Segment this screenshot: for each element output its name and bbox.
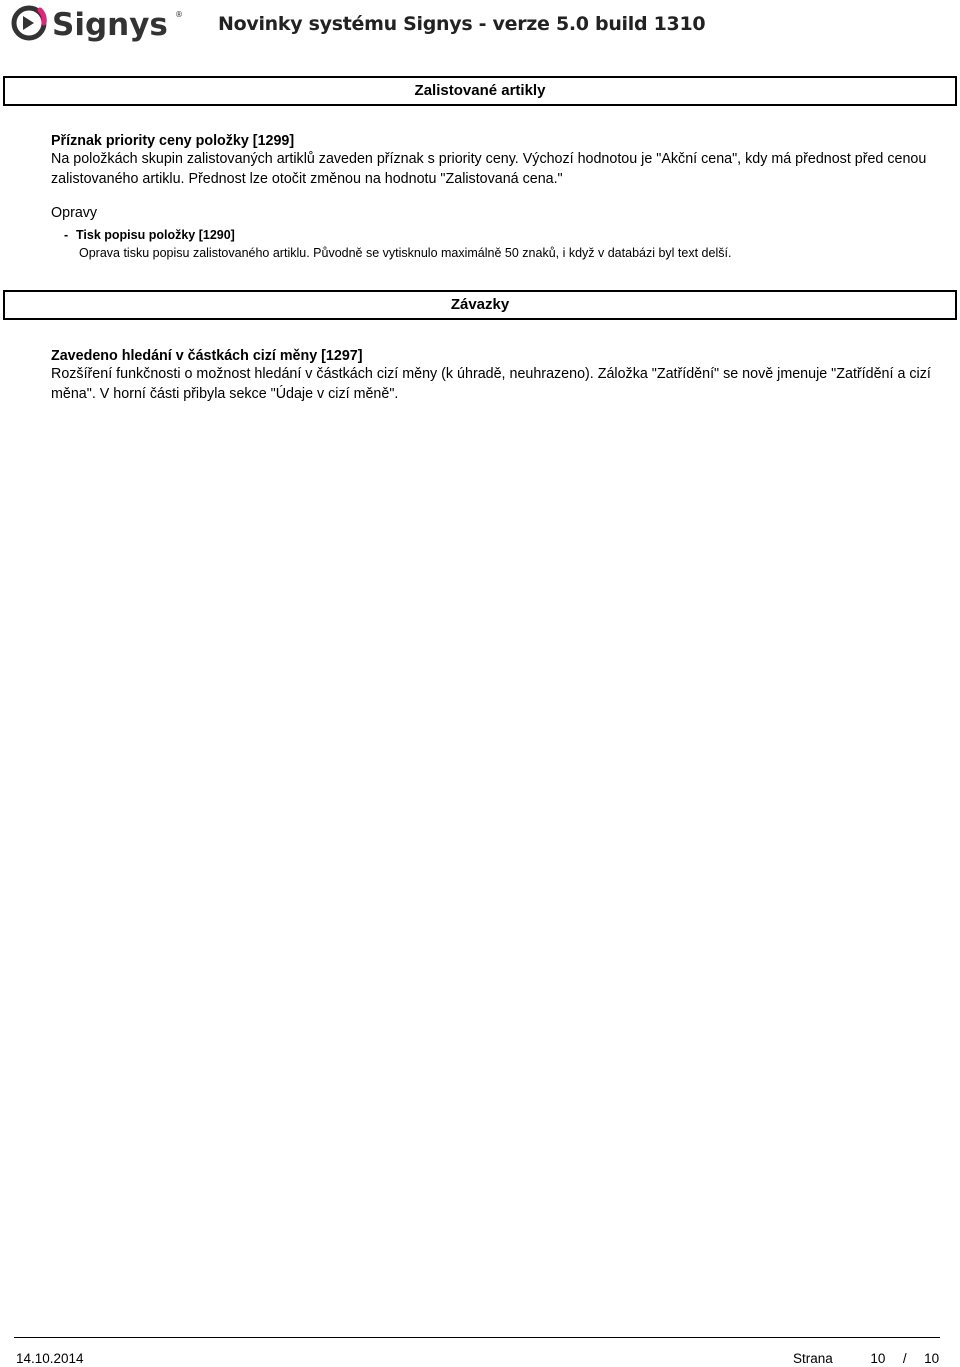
item-description-cizi-mena: Rozšíření funkčnosti o možnost hledání v částkách cizí měny (k úhradě, neuhrazeno). Záložka "Zatřídění" se nově jmenuje "Zatřídění a cizí měna". V horní části přibyla sekce "Údaje v cizí měně". xyxy=(51,366,931,402)
section-heading-zavazky: Závazky xyxy=(3,290,957,320)
fix-title-tisk-popisu xyxy=(64,228,235,242)
registered-mark: ® xyxy=(175,10,183,19)
footer-date: 14.10.2014 xyxy=(16,1351,84,1366)
signys-logo xyxy=(10,2,185,46)
page-separator: / xyxy=(902,1351,907,1366)
list-bullet: - xyxy=(64,228,69,242)
page-current: 10 xyxy=(870,1351,886,1366)
fixes-heading: Opravy xyxy=(51,205,98,221)
page-total: 10 xyxy=(924,1351,940,1366)
footer-divider xyxy=(14,1337,940,1338)
item-description-priority: Na položkách skupin zalistovaných artiklů zaveden příznak s priority ceny. Výchozí hodnotou je "Akční cena", kdy má přednost před cenou zalistovaného artiklu. Přednost lze otočit změnou na hodnotu "Zalistovaná cena." xyxy=(51,151,927,187)
page-label: Strana xyxy=(793,1351,833,1366)
page-header xyxy=(0,0,960,60)
item-title-priority: Příznak priority ceny položky [1299] xyxy=(51,133,295,149)
signys-logo-mark xyxy=(10,2,185,46)
fix-title-text: Tisk popisu položky [1290] xyxy=(76,228,235,242)
document-title: Novinky systému Signys - verze 5.0 build 1310 xyxy=(218,13,706,35)
footer-page-number xyxy=(793,1351,939,1366)
item-title-cizi-mena: Zavedeno hledání v částkách cizí měny [1297] xyxy=(51,348,363,364)
fix-description-tisk-popisu: Oprava tisku popisu zalistovaného artiklu. Původně se vytisknulo maximálně 50 znaků, i když v databázi byl text delší. xyxy=(79,246,732,260)
section-heading-zalistovane-artikly: Zalistované artikly xyxy=(3,76,957,106)
logo-wordmark: Signys xyxy=(52,7,168,43)
